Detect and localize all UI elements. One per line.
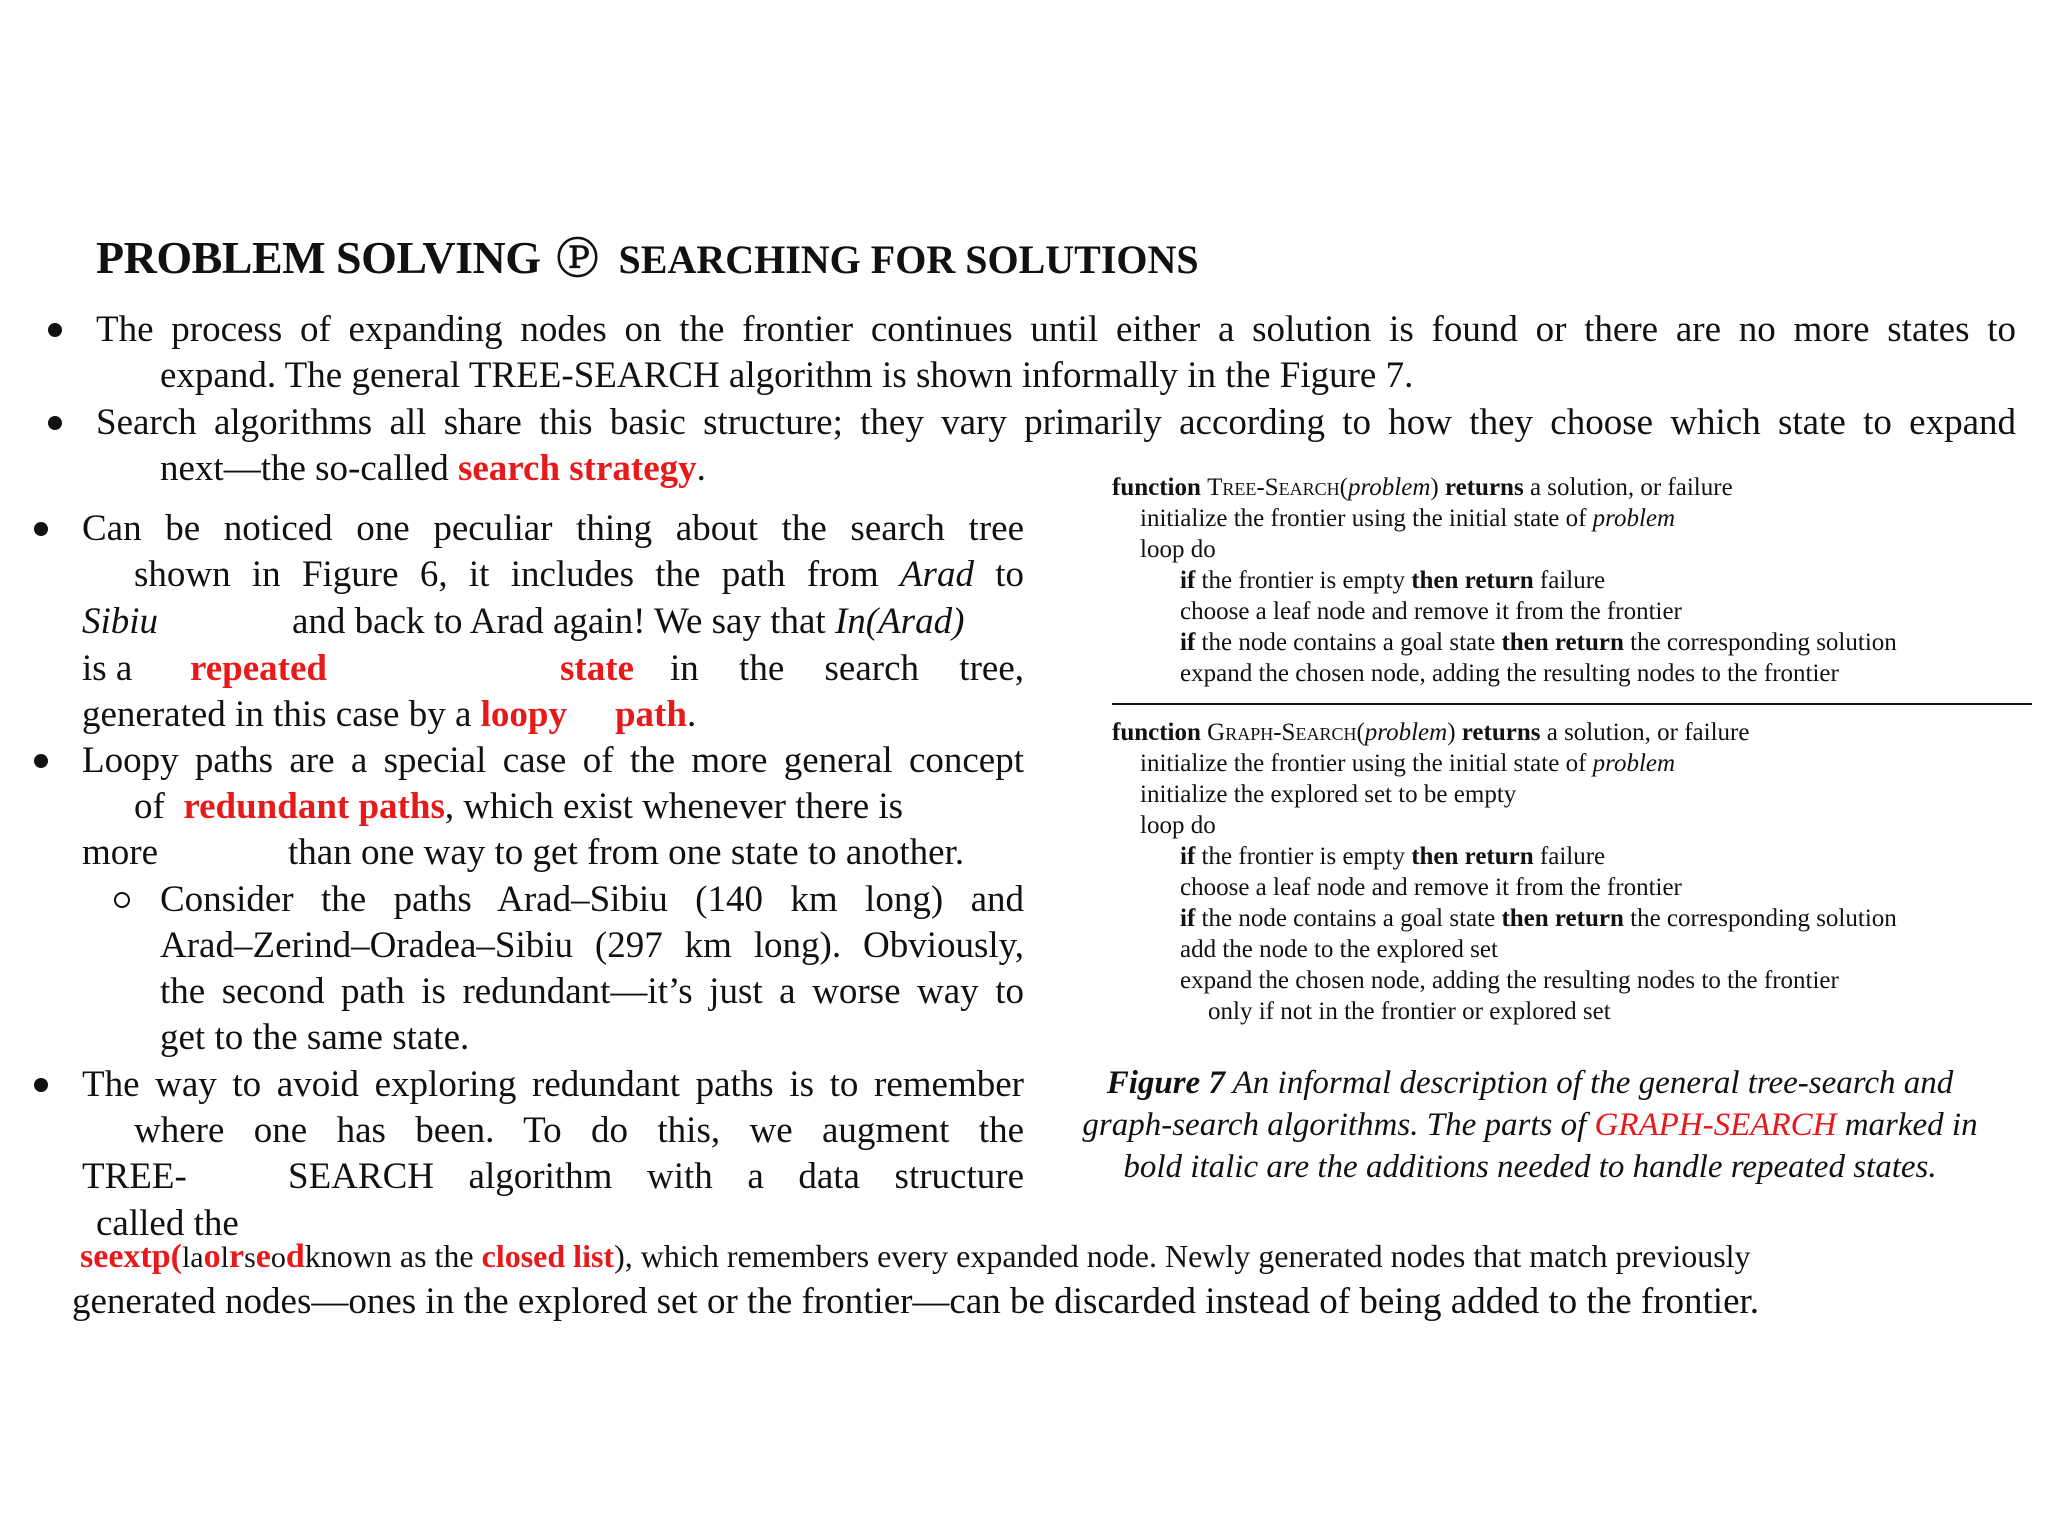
tree-search-code-line: initialize the frontier using the initial state of problem (1140, 505, 1676, 532)
para5-line4: get to the same state. (160, 1017, 470, 1058)
para2-line2: next—the so-called search strategy. (160, 448, 706, 489)
figure-caption-line3: bold italic are the additions needed to handle repeated states. (1123, 1149, 1937, 1185)
slide-title (96, 226, 1199, 286)
para5-line3: the second path is redundant—it’s just a worse way to (160, 971, 1024, 1012)
tree-search-code-line: expand the chosen node, adding the resulting nodes to the frontier (1180, 660, 1839, 687)
graph-search-code-line: add the node to the explored set (1180, 936, 1498, 963)
para3-line3-b: and back to Arad again! We say that In(Arad) (292, 601, 965, 642)
para6-line5: seextp(laolrseodknown as the closed list), which remembers every expanded node. Newly generated nodes that match previously (80, 1238, 1751, 1275)
figure-divider (1112, 703, 2032, 705)
graph-search-code-line: only if not in the frontier or explored set (1208, 998, 1611, 1025)
para6-line4: called the (96, 1203, 239, 1244)
graph-search-code-line: expand the chosen node, adding the resulting nodes to the frontier (1180, 967, 1839, 994)
path-term: path (614, 694, 687, 735)
state-term: state (560, 648, 634, 689)
para6-line1: The way to avoid exploring redundant paths is to remember (82, 1064, 1024, 1105)
para5-line1: Consider the paths Arad–Sibiu (140 km long) and (160, 879, 1024, 920)
repeated-term: repeated (190, 648, 327, 689)
tree-search-code-header: function Tree-Search(problem) returns a solution, or failure (1112, 474, 1733, 501)
sub-bullet-circle (114, 892, 130, 908)
para3-line4-a: is a (82, 648, 133, 689)
bullet-dot (34, 522, 48, 536)
bullet-dot (34, 754, 48, 768)
para1-line1: The process of expanding nodes on the frontier continues until either a solution is found or there are no more states to (96, 309, 2016, 350)
closed-list-term: closed list (481, 1238, 615, 1274)
bullet-dot (48, 323, 62, 337)
graph-search-code-line: initialize the explored set to be empty (1140, 781, 1517, 808)
graph-search-code-line: if the node contains a goal state then return the corresponding solution (1180, 905, 1897, 932)
para6-line2: where one has been. To do this, we augment the (134, 1110, 1024, 1151)
graph-search-code-line: initialize the frontier using the initial state of problem (1140, 750, 1676, 777)
tree-search-code-line: if the node contains a goal state then return the corresponding solution (1180, 629, 1897, 656)
tree-search-code-line: loop do (1140, 536, 1216, 563)
para6-line3-a: TREE- (82, 1156, 187, 1197)
para4-line3-a: more (82, 832, 159, 873)
graph-search-code-header: function Graph-Search(problem) returns a solution, or failure (1112, 719, 1750, 746)
para5-line2: Arad–Zerind–Oradea–Sibiu (297 km long). Obviously, (160, 925, 1024, 966)
tree-search-code-line: choose a leaf node and remove it from the frontier (1180, 598, 1682, 625)
graph-search-code-line: choose a leaf node and remove it from the frontier (1180, 874, 1682, 901)
para4-line2: of redundant paths, which exist whenever there is (134, 786, 904, 827)
para3-line3-a: Sibiu (82, 601, 159, 642)
para6-line6: generated nodes—ones in the explored set or the frontier—can be discarded instead of being added to the frontier. (72, 1281, 1760, 1322)
para3-line4-b: in the search tree, (670, 648, 1024, 689)
para4-line3-b: than one way to get from one state to another. (288, 832, 965, 873)
figure-caption-line1: Figure 7 An informal description of the general tree-search and (1106, 1065, 1954, 1101)
bullet-dot (34, 1078, 48, 1092)
para4-line1: Loopy paths are a special case of the more general concept (82, 740, 1024, 781)
tree-search-code-line: if the frontier is empty then return failure (1180, 567, 1606, 594)
graph-search-term: GRAPH-SEARCH (1594, 1107, 1837, 1143)
title-part2: SEARCHING FOR SOLUTIONS (618, 237, 1199, 282)
graph-search-code-line: if the frontier is empty then return failure (1180, 843, 1606, 870)
para2-line1: Search algorithms all share this basic structure; they vary primarily according to how they choose which state to expand (96, 402, 2016, 443)
redundant-paths-term: redundant paths (183, 786, 445, 827)
para3-line5: generated in this case by a loopy path. (82, 694, 697, 735)
para3-line2: shown in Figure 6, it includes the path from Arad to (134, 554, 1024, 595)
title-part1: PROBLEM SOLVING (96, 232, 541, 283)
loopy-term: loopy (480, 694, 567, 735)
graph-search-code-line: loop do (1140, 812, 1216, 839)
para3-line1: Can be noticed one peculiar thing about the search tree (82, 508, 1024, 549)
figure-caption-line2: graph-search algorithms. The parts of GRAPH-SEARCH marked in (1082, 1107, 1978, 1143)
title-symbol: Ⓟ (556, 237, 599, 283)
search-strategy-term: search strategy (457, 448, 697, 489)
para6-line3-b: SEARCH algorithm with a data structure (288, 1156, 1024, 1197)
para1-line2: expand. The general TREE-SEARCH algorithm is shown informally in the Figure 7. (160, 355, 1414, 396)
bullet-dot (48, 416, 62, 430)
